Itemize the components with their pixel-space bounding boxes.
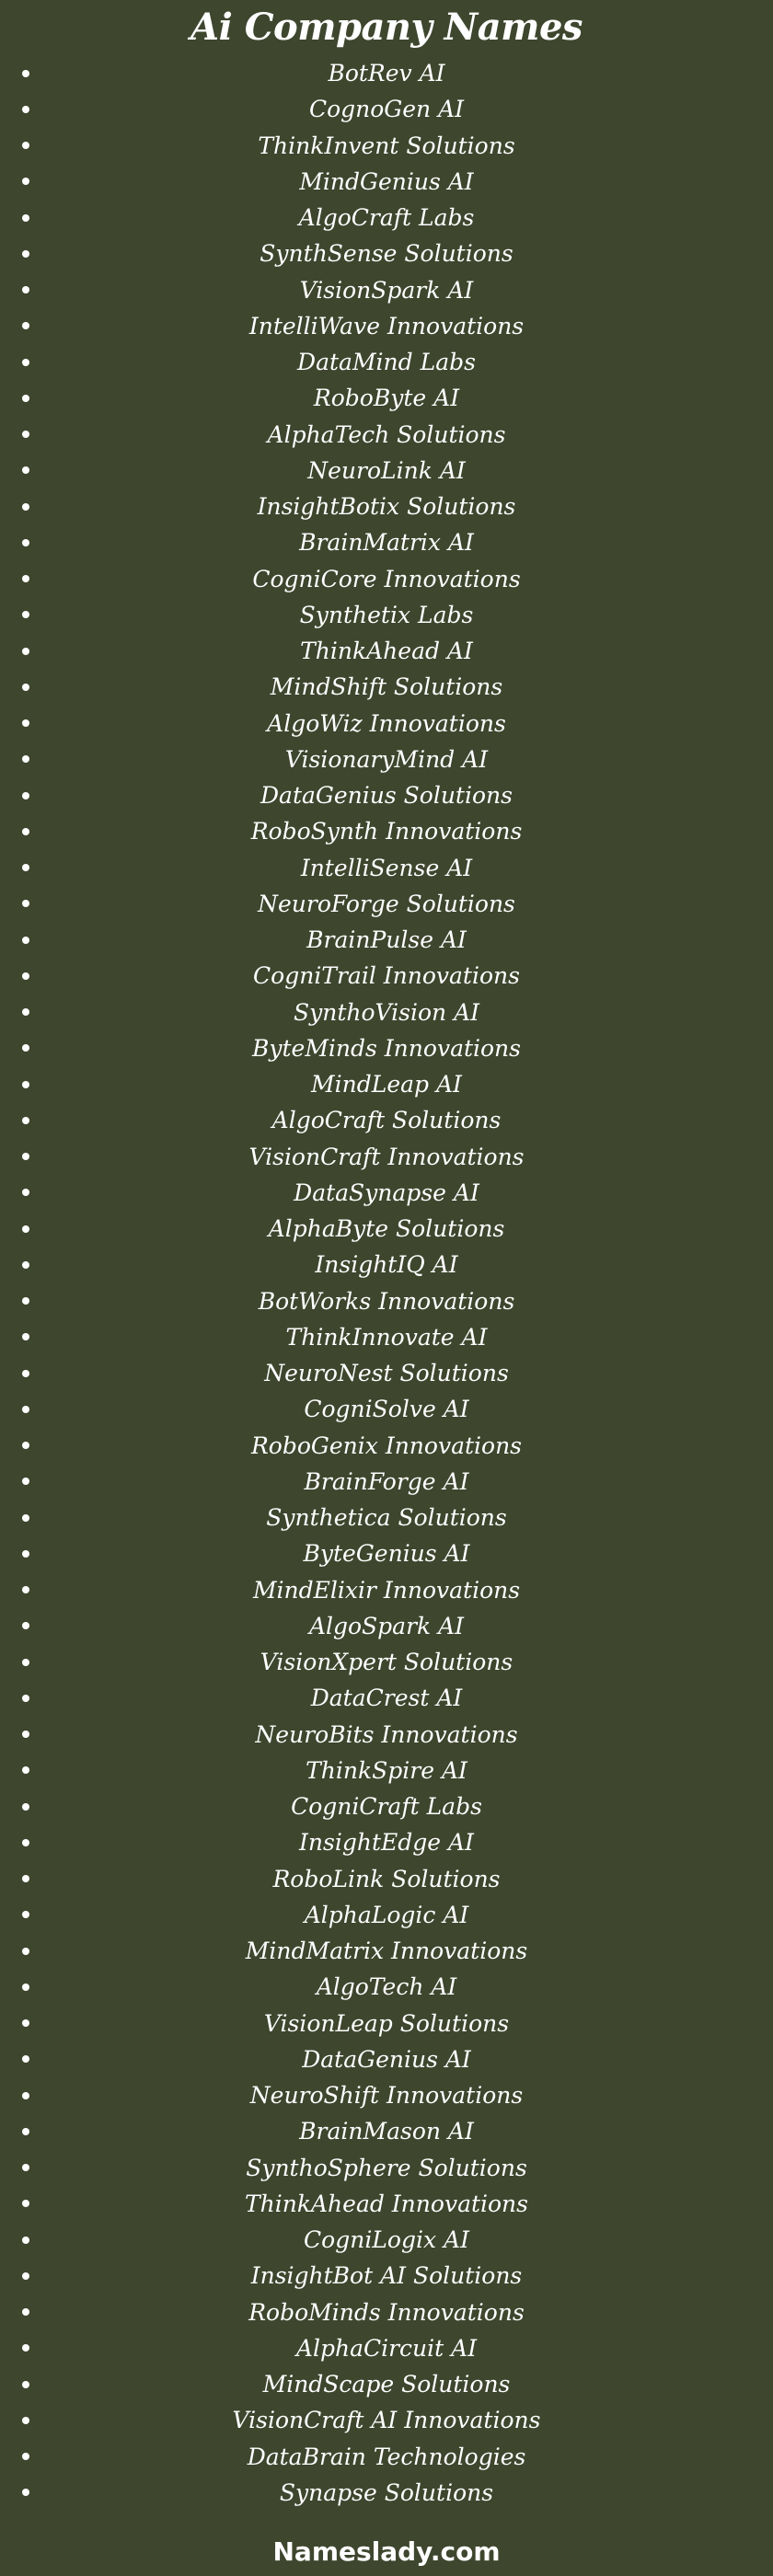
list-item <box>0 1572 773 1608</box>
list-item <box>0 777 773 813</box>
bullet-icon <box>22 2164 29 2171</box>
bullet-icon <box>22 539 29 546</box>
list-item <box>0 561 773 597</box>
list-item <box>0 597 773 633</box>
bullet-icon <box>22 1984 29 1991</box>
company-name: CognoGen AI <box>308 96 465 123</box>
company-name: ThinkInnovate AI <box>285 1323 488 1351</box>
company-name: InsightIQ AI <box>315 1251 458 1279</box>
company-name: RoboSynth Innovations <box>250 818 523 845</box>
company-name-list <box>0 55 773 2511</box>
bullet-icon <box>22 2200 29 2207</box>
bullet-icon <box>22 2344 29 2352</box>
company-name: ThinkAhead AI <box>300 638 473 664</box>
list-item <box>0 2439 773 2475</box>
bullet-icon <box>22 900 29 907</box>
bullet-icon <box>22 2128 29 2135</box>
list-item <box>0 164 773 200</box>
company-name: ThinkInvent Solutions <box>258 132 515 159</box>
bullet-icon <box>22 2381 29 2388</box>
list-item <box>0 2041 773 2077</box>
company-name: VisionCraft AI Innovations <box>232 2407 541 2434</box>
bullet-icon <box>22 142 29 149</box>
bullet-icon <box>22 1875 29 1882</box>
list-item <box>0 1608 773 1644</box>
bullet-icon <box>22 70 29 77</box>
list-item <box>0 2077 773 2113</box>
list-item <box>0 1391 773 1427</box>
bullet-icon <box>22 178 29 185</box>
company-name: AlgoCraft Labs <box>298 204 475 231</box>
list-item <box>0 669 773 705</box>
company-name: RoboMinds Innovations <box>248 2298 525 2326</box>
company-name: NeuroForge Solutions <box>258 890 515 917</box>
company-name: AlgoCraft Solutions <box>271 1107 502 1134</box>
list-item <box>0 1102 773 1138</box>
bullet-icon <box>22 1081 29 1088</box>
list-item <box>0 1211 773 1247</box>
list-item <box>0 995 773 1030</box>
bullet-icon <box>22 431 29 438</box>
company-name: BrainForge AI <box>304 1467 469 1495</box>
company-name: ByteMinds Innovations <box>252 1034 521 1062</box>
company-name: VisionSpark AI <box>299 276 474 304</box>
list-item <box>0 958 773 994</box>
bullet-icon <box>22 1370 29 1377</box>
company-name: InsightBotix Solutions <box>257 493 516 520</box>
list-item <box>0 742 773 777</box>
company-name: CogniLogix AI <box>304 2226 469 2253</box>
bullet-icon <box>22 2092 29 2099</box>
bullet-icon <box>22 1839 29 1846</box>
company-name: AlphaByte Solutions <box>268 1215 505 1242</box>
company-name: RoboGenix Innovations <box>250 1432 523 1459</box>
bullet-icon <box>22 2417 29 2424</box>
company-name: BrainMatrix AI <box>299 529 474 557</box>
company-name: ByteGenius AI <box>303 1540 470 1568</box>
bullet-icon <box>22 1514 29 1522</box>
bullet-icon <box>22 1911 29 1918</box>
list-item <box>0 2006 773 2041</box>
company-name: SynthoVision AI <box>293 998 479 1026</box>
bullet-icon <box>22 359 29 366</box>
company-name: DataMind Labs <box>297 349 476 375</box>
company-name: Synthetica Solutions <box>266 1504 507 1531</box>
list-item <box>0 850 773 886</box>
list-item <box>0 2330 773 2366</box>
company-name: AlgoWiz Innovations <box>267 709 506 737</box>
company-name: AlphaCircuit AI <box>295 2334 478 2362</box>
list-item <box>0 813 773 849</box>
list-item <box>0 272 773 308</box>
bullet-icon <box>22 684 29 691</box>
bullet-icon <box>22 1731 29 1738</box>
list-item <box>0 1066 773 1102</box>
bullet-icon <box>22 250 29 258</box>
list-item <box>0 2294 773 2330</box>
list-item <box>0 236 773 271</box>
list-item <box>0 922 773 958</box>
list-item <box>0 128 773 164</box>
list-item <box>0 1788 773 1824</box>
company-name: BrainPulse AI <box>306 926 467 953</box>
list-item <box>0 1535 773 1571</box>
company-name: RoboLink Solutions <box>272 1865 501 1892</box>
list-item <box>0 886 773 922</box>
bullet-icon <box>22 828 29 835</box>
company-name: InsightBot AI Solutions <box>250 2262 523 2290</box>
bullet-icon <box>22 1117 29 1124</box>
list-item <box>0 633 773 669</box>
company-name: MindLeap AI <box>311 1071 462 1098</box>
bullet-icon <box>22 611 29 618</box>
list-item <box>0 1933 773 1969</box>
company-name: MindScape Solutions <box>262 2371 511 2398</box>
company-name: CogniSolve AI <box>304 1396 469 1423</box>
company-name: AlgoSpark AI <box>308 1612 465 1639</box>
bullet-icon <box>22 1153 29 1160</box>
bullet-icon <box>22 395 29 402</box>
company-name: AlphaLogic AI <box>304 1901 469 1928</box>
bullet-icon <box>22 2237 29 2244</box>
list-item <box>0 1969 773 2005</box>
bullet-icon <box>22 719 29 727</box>
bullet-icon <box>22 1622 29 1629</box>
list-item <box>0 2475 773 2511</box>
company-name: Synapse Solutions <box>279 2478 494 2506</box>
company-name: ThinkSpire AI <box>306 1756 467 1784</box>
bullet-icon <box>22 1044 29 1052</box>
list-item <box>0 417 773 453</box>
company-name: MindGenius AI <box>299 167 474 195</box>
list-item <box>0 2186 773 2222</box>
list-item <box>0 489 773 524</box>
bullet-icon <box>22 1225 29 1233</box>
company-name: AlphaTech Solutions <box>267 420 506 448</box>
list-item <box>0 2113 773 2149</box>
company-name: BrainMason AI <box>299 2118 474 2145</box>
list-item <box>0 1030 773 1066</box>
list-item <box>0 1500 773 1535</box>
list-item <box>0 1319 773 1355</box>
bullet-icon <box>22 1008 29 1016</box>
bullet-icon <box>22 1948 29 1955</box>
list-item <box>0 1355 773 1391</box>
list-item <box>0 1644 773 1680</box>
company-name: IntelliSense AI <box>300 854 473 881</box>
company-name: InsightEdge AI <box>299 1829 474 1857</box>
company-name: CogniTrail Innovations <box>253 962 520 990</box>
site-watermark: Nameslady.com <box>272 2536 501 2567</box>
list-item <box>0 2222 773 2258</box>
page-title: Ai Company Names <box>190 6 583 49</box>
company-name: AlgoTech AI <box>316 1973 457 2001</box>
bullet-icon <box>22 2019 29 2027</box>
list-item <box>0 1175 773 1211</box>
bullet-icon <box>22 1695 29 1702</box>
list-item <box>0 706 773 742</box>
list-item <box>0 1824 773 1860</box>
list-item <box>0 308 773 344</box>
bullet-icon <box>22 1766 29 1774</box>
bullet-icon <box>22 792 29 799</box>
company-name: NeuroShift Innovations <box>249 2082 524 2109</box>
list-item <box>0 1283 773 1319</box>
bullet-icon <box>22 972 29 980</box>
company-name: VisionCraft Innovations <box>248 1143 525 1170</box>
bullet-icon <box>22 1297 29 1305</box>
company-name: IntelliWave Innovations <box>248 312 525 339</box>
company-name: NeuroLink AI <box>307 456 466 484</box>
bullet-icon <box>22 2308 29 2316</box>
list-item <box>0 1247 773 1282</box>
company-name: BotWorks Innovations <box>258 1287 515 1315</box>
bullet-icon <box>22 503 29 511</box>
list-item <box>0 1464 773 1500</box>
bullet-icon <box>22 214 29 222</box>
company-name: CogniCraft Labs <box>291 1793 482 1820</box>
bullet-icon <box>22 466 29 474</box>
company-name: MindElixir Innovations <box>252 1576 521 1604</box>
bullet-icon <box>22 1261 29 1269</box>
bullet-icon <box>22 1586 29 1593</box>
list-item <box>0 524 773 560</box>
bullet-icon <box>22 106 29 113</box>
bullet-icon <box>22 286 29 293</box>
list-item <box>0 2366 773 2402</box>
company-name: DataGenius Solutions <box>260 782 513 809</box>
list-item <box>0 91 773 127</box>
company-name: MindShift Solutions <box>270 673 503 701</box>
list-item <box>0 2258 773 2294</box>
list-item <box>0 200 773 236</box>
company-name: RoboByte AI <box>313 385 460 412</box>
bullet-icon <box>22 648 29 655</box>
bullet-icon <box>22 864 29 871</box>
bullet-icon <box>22 322 29 329</box>
bullet-icon <box>22 1659 29 1666</box>
company-name: VisionLeap Solutions <box>263 2009 510 2037</box>
bullet-icon <box>22 2055 29 2063</box>
company-name: VisionaryMind AI <box>284 745 489 773</box>
list-item <box>0 1139 773 1175</box>
list-item <box>0 344 773 380</box>
bullet-icon <box>22 1333 29 1340</box>
company-name: NeuroNest Solutions <box>264 1360 509 1386</box>
company-name: DataGenius AI <box>302 2045 471 2073</box>
bullet-icon <box>22 2489 29 2496</box>
bullet-icon <box>22 2453 29 2460</box>
list-item <box>0 453 773 489</box>
list-item <box>0 55 773 91</box>
company-name: VisionXpert Solutions <box>260 1649 513 1675</box>
list-item <box>0 2150 773 2186</box>
company-name: BotRev AI <box>328 60 445 86</box>
company-name: NeuroBits Innovations <box>255 1720 518 1748</box>
bullet-icon <box>22 1478 29 1485</box>
company-name: DataCrest AI <box>310 1685 463 1712</box>
bullet-icon <box>22 755 29 763</box>
company-name: SynthoSphere Solutions <box>246 2154 527 2181</box>
list-item <box>0 1680 773 1716</box>
list-item <box>0 1897 773 1933</box>
company-name: SynthSense Solutions <box>260 240 513 268</box>
bullet-icon <box>22 937 29 944</box>
company-name: CogniCore Innovations <box>252 565 521 592</box>
list-item <box>0 1428 773 1464</box>
company-name: ThinkAhead Innovations <box>244 2190 528 2217</box>
company-name: Synthetix Labs <box>299 601 474 628</box>
bullet-icon <box>22 2272 29 2280</box>
bullet-icon <box>22 1550 29 1558</box>
list-item <box>0 380 773 416</box>
list-item <box>0 1753 773 1788</box>
bullet-icon <box>22 1189 29 1196</box>
bullet-icon <box>22 1406 29 1413</box>
bullet-icon <box>22 1442 29 1449</box>
bullet-icon <box>22 575 29 582</box>
company-name: MindMatrix Innovations <box>245 1938 528 1964</box>
list-item <box>0 2402 773 2438</box>
company-name: DataSynapse AI <box>294 1179 479 1206</box>
bullet-icon <box>22 1803 29 1811</box>
list-item <box>0 1717 773 1753</box>
list-item <box>0 1861 773 1897</box>
company-name: DataBrain Technologies <box>247 2443 526 2470</box>
